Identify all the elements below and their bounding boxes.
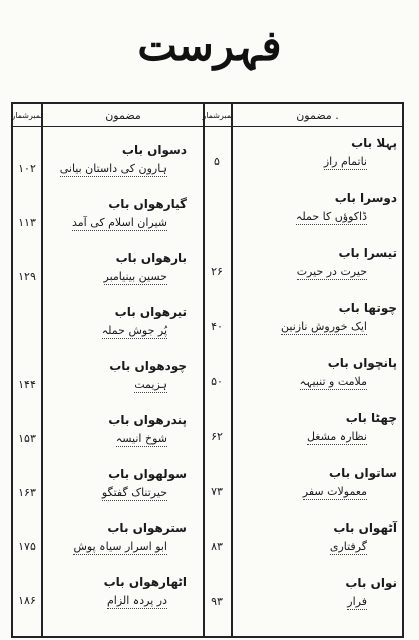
header-left-subject: مضمون	[105, 108, 141, 122]
chapter-title: شیران اسلام کی آمد	[71, 216, 167, 229]
header-divider	[11, 126, 404, 127]
header-mid-page-no	[202, 104, 234, 126]
page-number: ۸۳	[211, 540, 223, 553]
chapter-heading: چوتھا باب	[338, 301, 397, 315]
page-number: ۱۱۳	[18, 216, 36, 229]
page-number: ۲۶	[211, 265, 223, 278]
chapter-title: حیرتناک گفتگو	[101, 486, 167, 499]
chapter-heading: پندرھواں باب	[108, 413, 187, 427]
page-number: ۱۷۵	[18, 540, 36, 553]
header-text: نمبرشمار	[202, 110, 234, 120]
column-divider	[41, 102, 43, 638]
chapter-heading: تیسرا باب	[338, 246, 397, 260]
chapter-title: ہارون کی داستان بیانی	[59, 162, 167, 175]
page-number: ۶۲	[211, 430, 223, 443]
chapter-heading: پانچواں باب	[327, 356, 397, 370]
chapter-title: ملامت و تنبیہہ	[299, 375, 367, 388]
page-number: ۷۳	[211, 485, 223, 498]
chapter-title: ہزیمت	[134, 378, 167, 391]
chapter-title: نظارہ مشغل	[306, 430, 367, 443]
chapter-title: گرفتاری	[329, 540, 367, 553]
column-divider	[203, 102, 205, 638]
chapter-title: در پردہ الزام	[106, 594, 167, 607]
chapter-heading: تیرھواں باب	[114, 305, 187, 319]
chapter-heading: بارھواں باب	[115, 251, 187, 265]
page-number: ۵	[214, 155, 220, 168]
chapter-title: معمولات سفر	[302, 485, 367, 498]
chapter-heading: گیارھواں باب	[108, 197, 187, 211]
chapter-title: فرار	[347, 595, 367, 608]
header-left-page-no	[13, 104, 41, 126]
chapter-title: ڈاکوؤں کا حملہ	[295, 210, 367, 223]
page-title: فہرست	[137, 21, 282, 70]
chapter-heading: آٹھواں باب	[333, 521, 397, 535]
chapter-heading: سترھواں باب	[107, 521, 187, 535]
chapter-heading: دسواں باب	[121, 143, 187, 157]
chapter-heading: چھٹا باب	[345, 411, 397, 425]
header-right-subject: مضمون .	[296, 108, 339, 122]
contents-table-frame	[11, 102, 404, 638]
chapter-heading: چودھواں باب	[109, 359, 187, 373]
chapter-heading: ساتواں باب	[329, 466, 397, 480]
chapter-heading: دوسرا باب	[334, 191, 397, 205]
header-text: نمبرشمار	[11, 110, 43, 120]
chapter-title: حیرت در حیرت	[296, 265, 367, 278]
page-number: ۱۲۹	[18, 270, 36, 283]
chapter-title: ابو اسرار سیاہ پوش	[73, 540, 167, 553]
page-number: ۴۰	[211, 320, 223, 333]
page-number: ۱۰۲	[18, 162, 36, 175]
chapter-heading: سولھواں باب	[108, 467, 187, 481]
chapter-heading: اٹھارھواں باب	[103, 575, 187, 589]
column-divider	[231, 102, 233, 638]
page-number: ۵۰	[211, 375, 223, 388]
chapter-title: حسین بینیامبر	[103, 270, 167, 283]
chapter-heading: پہلا باب	[351, 136, 397, 150]
page-number: ۱۴۴	[18, 378, 36, 391]
page-number: ۹۳	[211, 595, 223, 608]
page-number: ۱۵۳	[18, 432, 36, 445]
chapter-title: شوخ انیسہ	[115, 432, 167, 445]
chapter-title: ایک خوروش نازنین	[281, 320, 367, 333]
page-number: ۱۸۶	[18, 594, 36, 607]
chapter-title: پُر جوش حملہ	[101, 324, 167, 337]
page-number: ۱۶۳	[18, 486, 36, 499]
chapter-heading: نواں باب	[345, 576, 397, 590]
chapter-title: ناتمام راز	[323, 155, 367, 168]
